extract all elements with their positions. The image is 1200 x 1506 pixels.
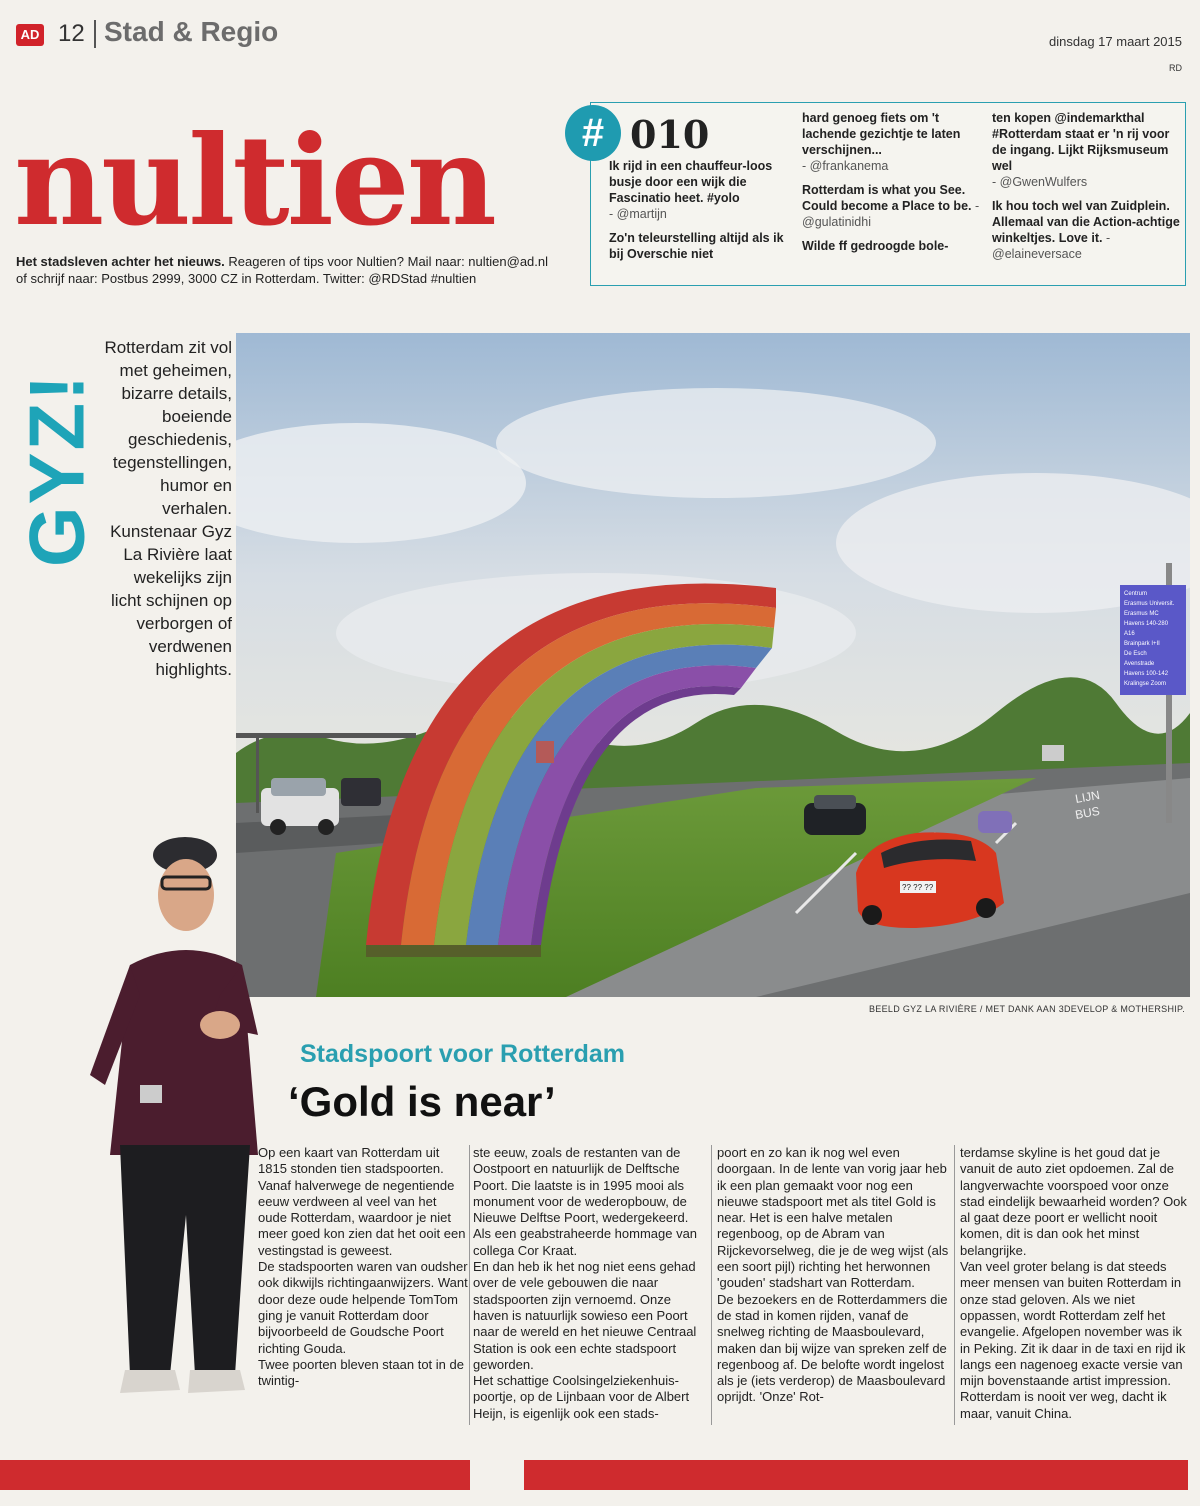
paragraph: Van veel groter belang is dat steeds meer mensen van buiten Rotterdam in onze stad geloven. Als we niet oppassen, wordt Rotterdam zelf het evangelie. Afgelopen november was ik in Peking. Zit ik daar in de taxi en rijd ik langs een nagenoeg exacte versie van mijn bovenstaande artist impression. Rotterdam is nooit ver weg, dacht ik maar, vanuit China. [960,1259,1186,1421]
sign-line: Havens 100-142 [1124,671,1169,677]
header-divider [94,20,96,48]
paragraph: Het schattige Coolsingelziekenhuis-poortje, op de Lijnbaan voor de Albert Heijn, is eigenlijk ook een stads- [473,1373,690,1421]
road-marking-bus: BUS [1074,803,1101,822]
column-intro: Rotterdam zit vol met geheimen, bizarre details, boeiende geschiedenis, tegenstellingen, humor en verhalen. Kunstenaar Gyz La Rivière laat wekelijks zijn licht schijnen op verborgen of verdwenen highlights. [104,338,232,679]
red-sports-car [856,832,1004,928]
tweet-text: Ik hou toch wel van Zuidplein. Allemaal van die Action-achtige winkeltjes. Love it. - @elaineversace [992,199,1180,261]
rainbow-gate-illustration [236,333,1190,997]
column-divider [711,1145,712,1425]
article-column-1 [258,1145,468,1389]
column-divider [954,1145,955,1425]
tweet-text: hard genoeg fiets om 't lachende gezichtje te laten verschijnen... [802,111,961,157]
column-divider [469,1145,470,1425]
tweet-text: Wilde ff gedroogde bole- [802,239,949,253]
issue-date: dinsdag 17 maart 2015 [1049,34,1182,49]
photo-credit: BEELD GYZ LA RIVIÈRE / MET DANK AAN 3DEVELOP & MOTHERSHIP. [869,1004,1185,1014]
article-headline: ‘Gold is near’ [288,1078,556,1125]
sign-line: A16 [1124,631,1135,637]
shoes [120,1370,180,1393]
tagline-contact: Reageren of tips voor Nultien? Mail naar: nultien@ad.nl [224,254,549,269]
tweet-column-1 [609,158,789,262]
paragraph: ste eeuw, zoals de restanten van de Oostpoort en natuurlijk de Delftsche Poort. Die laatste is in 1995 mooi als monument voor de wederopbouw, de Nieuwe Delftse Poort, wedergekeerd. Als een geabstraheerde hommage van collega Cor Kraat. [473,1145,698,1258]
masthead-tagline [16,253,576,287]
sign-line: Brainpark I+II [1124,641,1160,647]
ad-logo: AD [16,24,44,46]
road-marking-lijn: LIJN [1074,787,1101,806]
section-title: Stad & Regio [104,16,279,47]
trousers [120,1145,250,1375]
tagline-bold: Het stadsleven achter het nieuws. [16,254,225,269]
tweet-column-3 [992,110,1182,262]
tweet-handle: - @GwenWulfers [992,175,1088,189]
footer-bar-left [0,1460,470,1490]
paragraph: terdamse skyline is het goud dat je vanuit de auto ziet opdoemen. Zal de langverwachte voorspoed voor onze stad eindelijk bewaarheid worden? Ook al gaat deze poort er wellicht nooit komen, dit is dan ook het minst belangrijke. [960,1145,1187,1258]
tweet-text: Rotterdam is what you See. Could become a Place to be. - @gulatinidhi [802,183,980,229]
article-column-4 [960,1145,1188,1422]
tweet-column-2 [802,110,992,254]
tweet-text: Zo'n teleurstelling altijd als ik bij Overschie niet [609,231,784,261]
sign-line: Havens 140-280 [1124,621,1169,627]
sign-line: Erasmus Universit. [1124,601,1175,607]
sign-line: Kralingse Zoom [1124,681,1167,687]
dark-van [341,778,381,806]
tweet-handle: - @elaineversace [992,231,1111,261]
paragraph: Op een kaart van Rotterdam uit 1815 stonden tien stadspoorten. Vanaf halverwege de negentiende eeuw verdween al veel van het oude Rotterdam, waardoor je niet meer goed kon zien dat het ooit een vestingstad is geweest. [258,1145,466,1258]
purple-car [978,811,1012,833]
article-column-3 [717,1145,949,1406]
tweet-handle: - @gulatinidhi [802,199,980,229]
hashtag-icon: # [565,105,621,161]
tweet-handle: - @martijn [609,207,667,221]
paragraph: De stadspoorten waren van oudsher ook dikwijls richtingaanwijzers. Want door deze oude helpende TomTom ging je vanuit Rotterdam door bijvoorbeeld de Goudsche Poort richting Gouda. [258,1259,468,1356]
paragraph: poort en zo kan ik nog wel even doorgaan. In de lente van vorig jaar heb ik een plan gemaakt voor nog een nieuwe stadspoort met als titel Gold is near. Het is een halve metalen regenboog, op de Abram van Rijckevorselweg, die je de weg wijst (als een soort pijl) richting het herwonnen 'gouden' stadshart van Rotterdam. [717,1145,949,1291]
paragraph: En dan heb ik het nog niet eens gehad over de vele gebouwen die naar stadspoorten zijn vernoemd. Onze haven is natuurlijk sowieso een Poort naar de wereld en het nieuwe Centraal Station is ook een echte stadspoort geworden. [473,1259,697,1372]
footer-bar-right [524,1460,1188,1490]
sign-line: De Esch [1124,651,1147,657]
hashtag-title: 010 [630,112,710,157]
face [158,859,214,931]
tweet-handle: - @frankanema [802,159,889,173]
masthead-title: nultien [14,109,494,254]
sign-line: Avenstrade [1124,661,1155,667]
gyz-label: GYZ! [12,372,101,568]
tweet-text: ten kopen @indemarkthal #Rotterdam staat er 'n rij voor de ingang. Lijkt Rijksmuseum wel [992,111,1170,173]
article-kicker: Stadspoort voor Rotterdam [300,1040,626,1068]
sign-line: Centrum [1124,591,1148,597]
paragraph: Twee poorten bleven staan tot in de twintig- [258,1356,464,1389]
paragraph: De bezoekers en de Rotterdammers die de stad in komen rijden, vanaf de snelweg richting de Maasboulevard, maken dan bij wijze van spreken zelf de regenboog af. De belofte wordt ingelost als je (iets verderop) de Maasboulevard oprijdt. 'Onze' Rot- [717,1291,948,1405]
tagline-address: of schrijf naar: Postbus 2999, 3000 CZ in Rotterdam. Twitter: @RDStad #nultien [16,271,477,286]
page-number: 12 [58,20,85,47]
license-plate: ?? ?? ?? [902,883,934,892]
edition-code: RD [1169,63,1182,73]
author-portrait [70,835,280,1455]
article-column-2 [473,1145,705,1422]
tweet-text: Ik rijd in een chauffeur-loos busje door een wijk die Fascinatio heet. #yolo [609,159,773,205]
sign-line: Erasmus MC [1124,611,1159,617]
